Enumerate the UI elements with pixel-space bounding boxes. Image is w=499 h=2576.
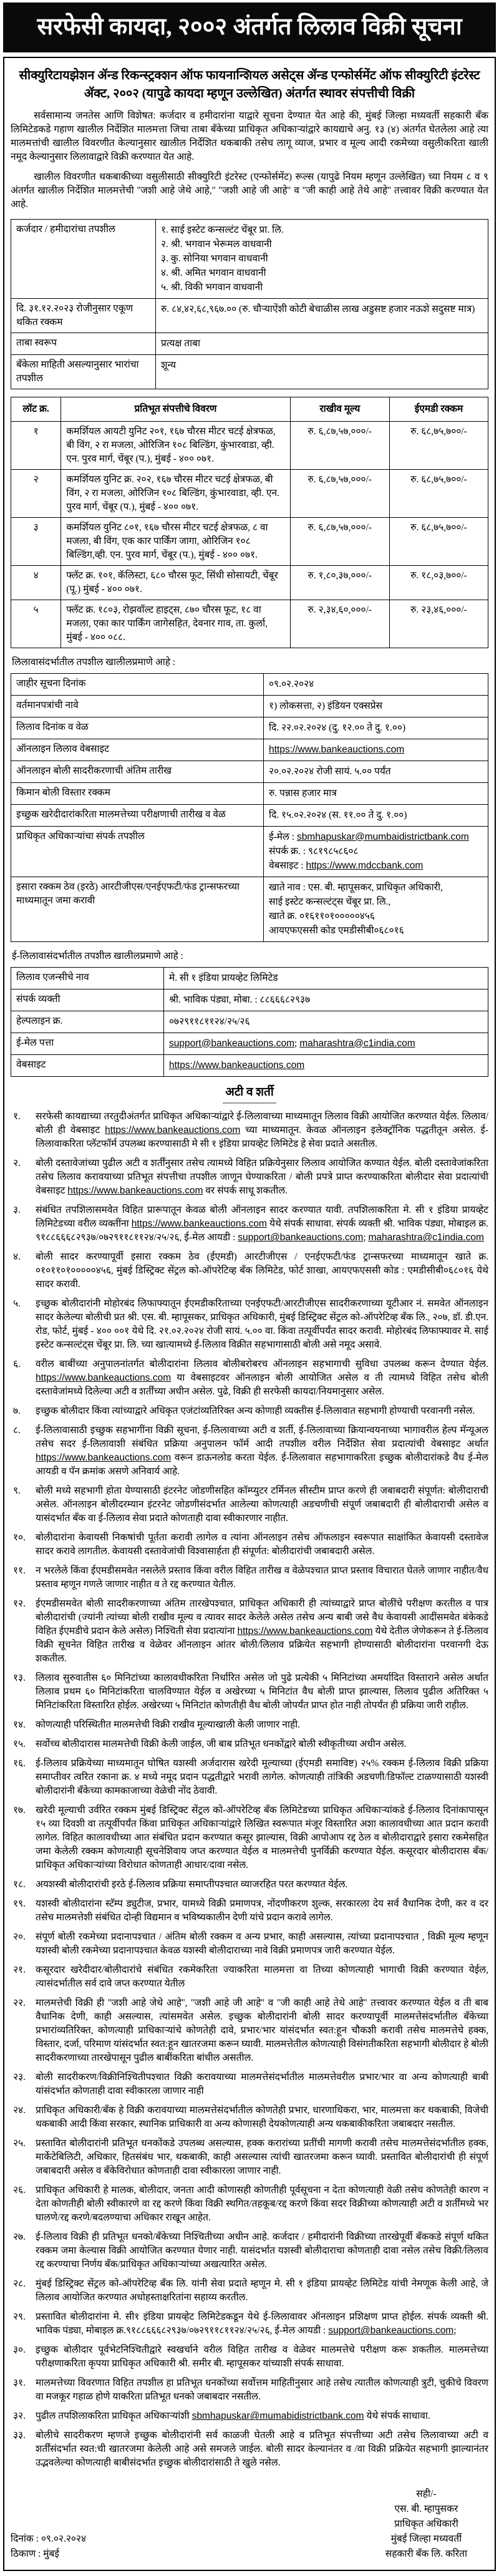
notice-banner xyxy=(3,2,496,52)
link[interactable]: support@bankeauctions.com xyxy=(328,2325,454,2336)
table-row xyxy=(11,354,488,389)
term-number: ३. xyxy=(13,1205,21,1216)
table-row xyxy=(11,782,488,804)
link[interactable]: https://www.bankeauctions.com xyxy=(269,744,405,755)
term-item xyxy=(11,1671,488,1713)
term-item xyxy=(11,1531,488,1558)
term-text: बोली सादर करण्यापूर्वी इसारा रक्कम ठेव (ईएमडी) आरटीजीएस / एनईएफटी/फंड ट्रान्सफरच्या माध्यमातून खाते क्र. ०१०११०१०००००४५६, मुंबई डिस्ट्रिक्ट सेंट्रल को-ऑपरेटिव्ह बँक लिमिटेड, फोर्ट शाखा, आयएफएससी कोड : एमडीसीबी०६८०१६ येथे सादर करावी. xyxy=(36,1252,488,1290)
term-number: १६. xyxy=(13,1758,26,1769)
term-item xyxy=(11,1484,488,1525)
value-line: रु. ८४,४२,६८,९६७.०० (रु. चौऱ्याऐंशी कोटी बेचाळीस लाख अडुसष्ट हजार नऊशे सदुसष्ट मात्र) xyxy=(161,303,475,314)
term-number: २३. xyxy=(13,2072,26,2083)
term-number: १७. xyxy=(13,1805,26,1816)
term-number: १. xyxy=(13,1111,21,1122)
term-number: ३०. xyxy=(13,2345,26,2356)
column-header: प्रतिभूत संपत्तीचे विवरण xyxy=(61,397,290,421)
link[interactable]: sbmhapuskar@mumbaidistrictbank.com xyxy=(296,831,469,842)
term-item xyxy=(11,1897,488,1925)
term-item xyxy=(11,1250,488,1291)
term-item xyxy=(11,1718,488,1732)
term-text: बोलीचे सादरीकरण म्हणजे इच्छुक बोलीदारांनी सर्व काळजी घेतली आहे व प्रतिभूत संपत्तीच्या अटी तसेच लिलावाच्या अटी व शर्तींसंदर्भात स्वत:ची खातरजमा केलेली आहे असे समजले जाईल. बोली सादर केल्यानंतर व /वा विक्री प्रक्रियेत सहभागी झाल्यानंतर उद्भवलेल्या कोणत्याही बाबीसंदर्भात इच्छुक बोलीदारांसाठी ते खुले नसेल. xyxy=(36,2430,488,2469)
value-line: प्रत्यक्ष ताबा xyxy=(161,338,201,349)
intro-paragraph-2: खालील विवरणीत थकबाकीच्या वसुलीसाठी सीक्युरिटी इंटरेस्ट (एन्फोर्समेंट) रूल्स (यापुढे नियम म्हणून उल्लेखित) च्या नियम ८ व ९ अंतर्गत खालील निर्देशित मालमत्तेची ''जशी आहे जेथे आहे,'' ''जशी आहे जी आहे'' व ''जी काही आहे तेथे आहे'' तत्त्वावर विक्री करण्यात येत आहे. xyxy=(11,171,488,210)
lot-no: ४ xyxy=(11,565,61,600)
lot-emd: रु. ६८,७५,७००/- xyxy=(390,421,488,469)
row-value xyxy=(156,354,488,389)
lot-reserve: रु. ६,८७,५७,०००/- xyxy=(290,517,389,565)
value-line: ०७२९११८११२४/२५/२६ xyxy=(169,1016,250,1027)
lot-desc: फ्लॅट क्र. १०१, कॅलिस्टा, ६८० चौरस फूट, सिंधी सोसायटी, चेंबूर (पू.) मुंबई - ४०० ०७१. xyxy=(61,565,290,600)
term-number: २. xyxy=(13,1158,21,1169)
footer-line: मुंबई जिल्हा मध्यवर्ती xyxy=(390,2534,462,2545)
term-text: खरेदी मूल्याची उर्वरित रक्कम मुंबई डिस्ट्रिक्ट सेंट्रल को-ऑपरेटिव्ह बँक लिमिटेडच्या प्राधिकृत अधिकाऱ्यांकडे ई-लिलाव दिनांकापासून १५ व्या दिवशी वा तत्पूर्वीपर्यंत किंवा प्राधिकृत अधिकाऱ्यांद्वारे लिखित स्वरूपात मंजूर विस्तारित अशा कालावधीच्या आत प्रदान करावी लागेल. विहित कालावधीच्या आत संबंधित प्रदान करण्यात कसूर झाल्यास, विक्री आपोआप रद्द ठेल व बोलीदाराद्वारे इसारा रकमेसहित जमा केलेली रक्कम कोणत्याही सूचनेशिवाय जप्त करण्यात येईल व मालमत्तेची पुनर्विक्री करण्यात येईल. कसूरदार बोलीदारास बँक/प्राधिकृत अधिकाऱ्यांच्या विरोधात कोणताही आधार/दावा नसेल. xyxy=(36,1805,488,1871)
term-item xyxy=(11,1157,488,1198)
row-label: प्राधिकृत अधिकाऱ्यांचा संपर्क तपशील xyxy=(11,826,264,877)
row-value xyxy=(164,989,488,1011)
notice-title: सरफेसी कायदा, २००२ अंतर्गत लिलाव विक्री सूचना xyxy=(37,14,462,40)
term-text: इच्छुक बोलीदार पूर्वभेटनिश्चितीद्वारे स्वखर्चाने वरील विहित तारीख व वेळेवर मालमत्तेचे परीक्षण करू शकतील. मालमत्तेच्या परीक्षणाकरिता कृपया प्राधिकृत अधिकारी श्री. समीर बी. म्हापूसकर यांच्याशी संपर्क साधावा. xyxy=(36,2345,488,2369)
term-text: संबंधित तपशिलासमवेत विहित प्रारूपातून केवळ बोली ऑनलाइन सादर करण्यात यावी. तपशिलाकरिता मे. सी १ इंडिया प्रायव्हेट लिमिटेडच्या वरील व्यक्तींना https://www.bankeauctions.com येथे संपर्क साधावा. संपर्क व्यक्ती श्री. भाविक पंड्या, मोबाइल क्र. ९१८८६६६८२९३७/०७२९११८११२४/२५/२६, ई-मेल आयडी : support@bankeauctions.com; maharashtra@c1india.com xyxy=(36,1205,488,1243)
term-number: १२. xyxy=(13,1598,26,1610)
term-item xyxy=(11,2429,488,2470)
term-item xyxy=(11,1203,488,1245)
table-row xyxy=(11,804,488,826)
term-number: २४. xyxy=(13,2105,26,2116)
table-row xyxy=(11,298,488,333)
term-number: २५. xyxy=(13,2138,26,2149)
link[interactable]: https://www.bankeauctions.com xyxy=(237,1626,373,1637)
lots-table xyxy=(11,397,488,648)
lot-reserve: रु. १,८०,३७,०००/- xyxy=(290,565,389,600)
row-value xyxy=(164,1054,488,1076)
term-number: ३२. xyxy=(13,2411,26,2422)
term-text: संपूर्ण बोली रकमेच्या प्रदानापश्चात / अंतिम बोली रक्कम व अन्य प्रभार, काही असल्यास, त्यांच्या प्रदानापश्चात , विक्री मूल्य म्हणून यशस्वी बोली रकमेच्या प्रदानापश्चात केवळ यशस्वी बोलीदाराच्या नावे विक्री प्रमाणपत्र जारी करण्यात येईल. xyxy=(36,1932,488,1956)
footer-line: सही/- xyxy=(416,2489,437,2500)
value-line: २०.०२.२०२४ रोजी सायं. ५.०० पर्यंत xyxy=(269,766,391,777)
lot-emd: रु. ६८,७५,७००/- xyxy=(390,517,488,565)
value-line: खाते नाव : एस. बी. म्हापूसकर, प्राधिकृत अधिकारी, xyxy=(269,882,443,893)
link[interactable]: https://www.mdccbank.com xyxy=(306,860,424,871)
term-number: २९. xyxy=(13,2311,26,2323)
term-text: मालमत्तेची विक्री ही ''जशी आहे जेथे आहे'', ''जशी आहे जी आहे'' व ''जी काही आहे तेथे आहे'' तत्त्वावर करण्यात येईल व ती बाब वैधानिक देणी, काही असल्यास, त्यांसमवेत असेल. इच्छुक बोलीदारांनी बोली सादर करण्यापूर्वी मालमत्तेसंदर्भातील बँकेच्या प्रभारांव्यतिरिक्त, कोणत्याही प्राधिकाऱ्यांचे कोणतेही दावे, प्रभार/भार यांसंदर्भात स्वत:हून चौकशी करावी तसेच मालमत्तेचे हक्क, विस्तार, दर्जा, परिमाण यांसंदर्भात स्वत:हून खातरजमा करून घ्यावी. मालमत्तेतील कोणत्याही विसंगतीकरिता सहभागी बोलीदार हे बोली सादरीकरणाच्या तारखेपासून पुढील बाबींकरिता बांधील असतील. xyxy=(36,1998,488,2064)
notice-footer xyxy=(11,2486,488,2562)
column-header: राखीव मूल्य xyxy=(290,397,389,421)
lot-no: ५ xyxy=(11,600,61,648)
link[interactable]: sbmhapuskar@mumabidistrictbank.com xyxy=(191,2411,364,2422)
borrower-details-table xyxy=(11,219,488,389)
row-label: इसारा रक्कम ठेव (इरठे) आरटीजीएस/एनईएफटी/फंड ट्रान्सफरच्या माध्यमातून जमा करावी xyxy=(11,877,264,941)
term-number: १३. xyxy=(13,1673,26,1684)
value-line: श्री. भाविक पंड्या, मोबा. : ८८६६६८२९३७ xyxy=(169,994,311,1005)
link[interactable]: maharashtra@c1india.com xyxy=(368,1232,484,1243)
lot-emd: रु. २३,४६,०००/- xyxy=(390,600,488,648)
link[interactable]: maharashtra@c1india.com xyxy=(299,1038,415,1049)
table-row xyxy=(11,1033,488,1054)
row-label: संपर्क व्यक्ती xyxy=(11,989,164,1011)
lot-row xyxy=(11,517,488,565)
lot-row xyxy=(11,469,488,517)
term-text: प्राधिकृत अधिकारी हे मालक, बोलीदार, जनता आदी कोणासही कोणतीही पूर्वसूचना न देता कोणत्याही वेळी तसेच कोणतेही कारण न देता कोणतीही बोली स्वीकारणे वा रद्द करणे किंवा विक्री स्थगित/तहकूब/रद्द करणे किंवा सदर विक्रीच्या कोणत्याही अटी व शर्तींमध्ये भर घालणे/रद्द करणे/बदलण्याचा अधिकार राखून आहेत. xyxy=(36,2185,488,2224)
link[interactable]: support@bankeauctions.com xyxy=(169,1038,294,1049)
lots-rows xyxy=(11,421,488,648)
terms-list xyxy=(11,1110,488,2470)
term-item xyxy=(11,1963,488,1991)
value-line: १) लोकसत्ता, २) इंडियन एक्सप्रेस xyxy=(269,700,382,711)
term-text: प्राधिकृत अधिकारी/बँक हे विक्री करावयाच्या मालमत्तेसंदर्भातील कोणतेही प्रभार, धारणाधिकरा, भार, मालमत्ता कर थकबाकी, विजेची थकबाकी आदी किंवा सरकार, स्थानिक प्राधिकारी वा अन्य कोणासही देयकोणत्याही अन्य थकबाकीकरिता जबाबदार नसतील. xyxy=(36,2105,488,2130)
table-row xyxy=(11,826,488,877)
row-label: ताबा स्वरूप xyxy=(11,333,156,354)
row-label: किमान बोली विस्तार रक्कम xyxy=(11,782,264,804)
value-line xyxy=(269,743,483,757)
eauction-details-table xyxy=(11,967,488,1077)
term-item xyxy=(11,2376,488,2404)
term-text: सर्वोच्च बोलीदारास मालमत्तेची विक्री केली जाईल, जी बाब प्रतिभूत धनकोंद्वारे बोली स्वीकृतीच्या अधीन असेल. xyxy=(36,1739,407,1750)
value-line: वेबसाइट : https://www.mdccbank.com xyxy=(269,860,424,871)
table-row xyxy=(11,967,488,989)
term-text: बोली दस्तावेजांच्या पुढील अटी व शर्तींनुसार तसेच त्यामध्ये विहित प्रक्रियेनुसार लिलाव आयोजित कण्यात येईल. बोली दस्तावेजांकरिता तसेच लिलाव करावयाच्या प्रतिभूत संपत्तीचा तपशील जाणून घेण्याकरिता / बोली प्रपत्रे प्राप्त करण्याकरिता बोलीदार सेवा प्रदात्यांची वेबसाइट https://www.bankeauctions.com वर संपर्क साधू शकतील. xyxy=(36,1158,488,1197)
term-item xyxy=(11,1738,488,1751)
term-number: ९. xyxy=(13,1485,21,1497)
row-value xyxy=(264,782,488,804)
term-text: सरफेसी कायद्याच्या तरतुदीअंतर्गत प्राधिकृत अधिकाऱ्यांद्वारे ई-लिलावाच्या माध्यमातून लिलाव विक्री आयोजित करण्यात येईल. लिलाव/बोली ही वेबसाइट https://www.bankeauctions.com च्या माध्यमातून. केवळ ऑनलाइन इलेक्ट्रॉनिक पद्धतीतून असेल. ई-लिलावाकरिता प्लॅटफॉर्म उपलब्ध करण्यासाठी मे सी १ इंडिया प्रायव्हेट लिमिटेड हे सेवा प्रदाते असतील. xyxy=(36,1111,488,1150)
eauction-rows xyxy=(11,967,488,1076)
term-number: २२. xyxy=(13,1998,26,2009)
lot-no: ३ xyxy=(11,517,61,565)
link[interactable]: https://www.bankeauctions.com xyxy=(169,1059,305,1071)
term-text: लिलाव सुरुवातीस ६० मिनिटांच्या कालावधीकरिता निर्धारित असेल जो पुढे प्रत्येकी ५ मिनिटांच्या अमर्यादित विस्ताराने असेल अर्थात लिलाव प्रथम ६० मिनिटांकरिता चालविण्यात येईल व अखेरच्या ५ मिनिटांत वैध बोली प्राप्त झाल्यास, लिलाव पुढील अतिरिक्त ५ मिनिटांकरिता विस्तारित होईल. अखेरच्या ५ मिनिटांत कोणतीही वैध बोली जोपर्यंत प्राप्त होत नाही तोपर्यंत ही प्रक्रिया जारी राहील. xyxy=(36,1673,488,1711)
row-value xyxy=(156,298,488,333)
lot-reserve: रु. ६,८७,५७,०००/- xyxy=(290,469,389,517)
footer-line: दिनांक : ०९.०२.२०२४ xyxy=(11,2534,87,2545)
term-number: ३१. xyxy=(13,2378,26,2389)
footer-line: एस. बी. म्हापुसकर xyxy=(394,2504,458,2515)
row-value xyxy=(264,673,488,695)
term-text: बोली सादरीकरण/विक्रीनिश्चितीपश्चात विक्री करावयाच्या मालमत्तेसंदर्भातील मालमत्तेवरील प्रभार/भार वा अन्य कोणत्याही बाबी यांसंदर्भात कोणताही दावा स्वीकारला जाणार नाही xyxy=(36,2072,488,2097)
term-text: कोणत्याही परिस्थितीत मालमत्तेची विक्री राखीव मूल्याखाली केली जाणार नाही. xyxy=(36,1719,300,1731)
link[interactable]: https://www.bankeauctions.com xyxy=(67,1185,203,1197)
table-row xyxy=(11,717,488,739)
term-text: बोली मध्ये सहभागी होता येण्यासाठी इंटरनेट जोडणीसहित कॉम्प्युटर टर्मिनल सीस्टीम प्राप्त करणे ही जबाबदारी संपूर्णत: बोलीदाराची असेल. ऑनलाइन बोलीदरम्यान इंटरनेट जोडणीसंदर्भात आलेल्या कोणत्याही अडचणीची संपूर्ण जबाबदारी ही बोलीदाराची असेल व यासंदर्भात बँक वा ई-लिलाव सेवा प्रदाते कोणताही दावा स्वीकारणार नाहीत. xyxy=(36,1485,488,1524)
table-row xyxy=(11,989,488,1011)
value-line: ५. श्री. विकी भगवान वाधवानी xyxy=(161,281,263,293)
auction-details-table xyxy=(11,673,488,942)
term-item xyxy=(11,1804,488,1872)
row-value xyxy=(156,333,488,354)
terms-heading: अटी व शर्ती xyxy=(11,1084,488,1104)
table-row xyxy=(11,1011,488,1033)
value-line: ३. कु. सोनिया भगवान वाधवानी xyxy=(161,253,268,264)
term-number: २०. xyxy=(13,1932,26,1943)
footer-signature-block xyxy=(385,2486,488,2562)
term-item xyxy=(11,2230,488,2272)
term-text: पुढील तपशिलाकरिता प्राधिकृत अधिकाऱ्यांशी sbmhapuskar@mumabidistrictbank.com येथे संपर्क साधावा. xyxy=(36,2411,430,2422)
row-label: कर्जदार / हमीदारांचा तपशील xyxy=(11,219,156,298)
term-item xyxy=(11,2071,488,2098)
lot-emd: रु. १८,०३,७००/- xyxy=(390,565,488,600)
link[interactable]: https://www.bankeauctions.com xyxy=(105,1125,241,1136)
lot-desc: कमर्शियल युनिट ८०१, १६७ चौरस मीटर चटई क्षेत्रफळ, ८ वा मजला, बी विंग, एक कार पार्किंग जागा, ओरिजिन १०८ बिल्डिंग,व्ही. एन. पुरव मार्ग, चेंबूर (प.), मुंबई - ४०० ०७१. xyxy=(61,517,290,565)
term-item xyxy=(11,1110,488,1151)
lot-emd: रु. ६८,७५,७००/- xyxy=(390,469,488,517)
term-text: अयशस्वी बोलीदारांची इरठे ई-लिलाव प्रक्रिया समाप्तीपश्चात व्याजरहित परत करण्यात येईल. xyxy=(36,1879,348,1890)
value-line: ई-मेल : sbmhapuskar@mumbaidistrictbank.com xyxy=(269,831,469,842)
term-number: ८. xyxy=(13,1425,21,1436)
lot-no: १ xyxy=(11,421,61,469)
value-line: दि. २२.०२.२०२४ (दु. १२.०० ते दु. १.००) xyxy=(269,722,406,733)
auction-section-heading: लिलावासंदर्भातील तपशील खालीलप्रमाणे आहे : xyxy=(12,656,176,668)
term-text: न भरलेले किंवा ईएमडीसमवेत नसलेले प्रस्ताव किंवा वरील विहित तारीख व वेळेपश्चात प्राप्त प्रस्ताव विचारात घेतले जाणार नाहीत/वैध प्रस्ताव म्हणून गणले जाणार नाहीत व ते रद्द करण्यात येतील. xyxy=(36,1565,488,1590)
eauction-section-heading: ई-लिलावासंदर्भातील तपशील खालीलप्रमाणे आहे : xyxy=(12,950,183,961)
term-item xyxy=(11,1878,488,1892)
table-row xyxy=(11,219,488,298)
term-text: बोलीदारांना केवायसी निकषांची पूर्तता करावी लागेल व त्यांना ऑनलाइन तसेच ऑफलाइन स्वरूपात साक्षांकित केवायसी दस्तावेज सादर करावे लागतील. केवायसी दस्तावेजांची विश्वासार्हता ही संपूर्णत: बोलीदारांची जबाबदारी असेल. xyxy=(36,1532,488,1557)
act-subtitle: सीक्युरिटायझेशन ॲन्ड रिकन्स्ट्रक्शन ऑफ फायनान्शियल असेट्स ॲन्ड एन्फोर्समेंट ऑफ सीक्युरिटी इंटरेस्ट ॲक्ट, २००२ (यापुढे कायदा म्हणून उल्लेखित) अंतर्गत स्थावर संपत्तीची विक्री xyxy=(19,68,480,100)
term-item xyxy=(11,1358,488,1399)
row-label: लिलाव दिनांक व वेळ xyxy=(11,717,264,739)
term-item xyxy=(11,2137,488,2178)
term-number: २८. xyxy=(13,2278,26,2290)
term-number: १९. xyxy=(13,1898,26,1910)
row-label: ऑनलाइन बोली सादरीकरणाची अंतिम तारीख xyxy=(11,761,264,782)
row-value xyxy=(164,967,488,989)
footer-line: प्राधिकृत अधिकारी xyxy=(394,2519,458,2530)
borrower-rows xyxy=(11,219,488,389)
table-row xyxy=(11,739,488,761)
table-row xyxy=(11,761,488,782)
term-item xyxy=(11,2343,488,2371)
lot-row xyxy=(11,421,488,469)
term-text: यशस्वी बोलीदारांना स्टॅम्प ड्युटीज, प्रभार, यामध्ये विक्री प्रमाणपत्र, नोंदणीकरण शुल्क, सरकारला देय सर्व वैधानिक देणी, कर व दर तसेच मालमत्तेशी संबंधित दोन्ही विद्यमान व भविष्यकालीन देणी यांचे प्रदान करावे लागेल. xyxy=(36,1898,488,1923)
row-label: ऑनलाइन लिलाव वेबसाइट xyxy=(11,739,264,761)
term-text: ई-लिलावासाठी इच्छुक सहभागींना विक्री सूचना, ई-लिलावाच्या अटी व शर्ती, ई-लिलावाच्या क्रियान्वयनाच्या भागावरील हेल्प मॅन्यूअल तसेच सदर ई-लिलावाशी संबंधित प्रक्रिया अनुपालन फॉर्म आदी तपशील वरील निर्देशित सेवा प्रदात्यांची वेबसाइट अर्थात https://www.bankeauctions.com वरून डाऊनलोड करता येईल. ई-लिलावात सहभागाकरिता इच्छुक बोलीदारांकडे वैध ई-मेल आयडी व पॅन क्रमांक असणे अनिवार्य आहे. xyxy=(36,1425,488,1477)
term-item xyxy=(11,1996,488,2065)
value-line: आयएफएससी कोड एमडीसीबी०६८०१६ xyxy=(269,925,404,936)
term-number: ४. xyxy=(13,1252,21,1263)
term-item xyxy=(11,1297,488,1352)
lot-desc: फ्लॅट क्र. १८०३, रोझवॉल्ट हाइट्स, ८७० चौरस फूट, १८ वा मजला, एका कार पार्किंग जागेसहित, देवनार गाव, ता. कुर्ला, मुंबई - ४०० ०८८. xyxy=(61,600,290,648)
lot-desc: कमर्शियल युनिट क्र. २०२, १६७ चौरस मीटर चटई क्षेत्रफळ, बी विंग, २ रा मजला, ओरिजिन १०८ बिल्डिंग, कुंभारवाडा, व्ही. एन. पुरव मार्ग, चेंबूर (प.), मुंबई - ४०० ०७१. xyxy=(61,469,290,517)
term-number: २१. xyxy=(13,1965,26,1976)
term-text: वरील बाबींच्या अनुपालनांतर्गत बोलीदारांना लिलाव बोलीबरोबरच ऑनलाइन सहभागाची सुविधा उपलब्ध करून देण्यात येईल. https://www.bankeauctions.com या वेबसाइटवर ऑनलाइन बोली आयोजित असेल व ती त्यामध्ये विहित तसेच बोली दस्तावेजांमध्ये दिलेल्या अटी व शर्तींच्या अधीन असेल. पुढे, विक्री ही सरफेसी कायदा/नियमानुसार असेल. xyxy=(36,1359,488,1397)
table-row xyxy=(11,1054,488,1076)
column-header: लॉट क्र. xyxy=(11,397,61,421)
value-line: २. श्री. भगवान भेरूमल वाधवानी xyxy=(161,238,272,250)
term-number: २७. xyxy=(13,2232,26,2243)
term-text: प्रस्तावित बोलीदारांना मे. सी१ इंडिया प्रायव्हेट लिमिटेडकडून येथे ई-लिलावावर ऑनलाइन प्रशिक्षण प्राप्त होईल. संपर्क व्यक्ती श्री. भाविक पंड्या, मोबाइल क्र.९१८८६६६८२९३७/०७२९११८११२४/२५/२६, ई-मेल आयडी : support@bankeauctions.com; xyxy=(36,2311,488,2336)
row-label: बँकेला माहिती असल्यानुसार भारांचा तपशील xyxy=(11,354,156,389)
row-label: जाहीर सूचना दिनांक xyxy=(11,673,264,695)
term-text: कसूरदार खरेदीदार/बोलीदारांचे संबंधित रकमेकरिता ज्याकरिता मालमत्ता वा तिच्या कोणत्याही भागाची विक्री करण्यात येईल, त्यासंदर्भातील सर्व दावे जप्त करण्यात येतील xyxy=(36,1965,488,1990)
term-text: इच्छुक बोलीदारांनी मोहोरबंद लिफाफ्यातून ईएमडीकरिताच्या एनईएफटी/आरटीजीएस सादरीकरणाच्या यूटीआर नं. समवेत ऑनलाइन सादर केलेल्या बोलीची प्रत श्री. एस. बी. म्हापूसकर, प्राधिकृत अधिकारी, मुंबई डिस्ट्रिक्ट सेंट्रल को-ऑपरेटिव्ह बँक लि., २०७, डॉ. डी.एन. रोड, फोर्ट, मुंबई - ४०० ००१ येथे दि. २१.०२.२०२४ रोजी सायं. ५.०० वा. किंवा तत्पूर्वीपर्यंत सादर करावी. मोहोरबंद लिफाफ्यावर मे. साई इस्टेट कन्सल्टंट्स चेंबूर प्रा. लि. च्या खात्यामध्ये ई-लिलाव विक्रीत सहभागासाठी बोली असे नमूद असावे. xyxy=(36,1298,488,1351)
footer-line: सहकारी बँक लि. करिता xyxy=(385,2549,467,2560)
value-line: संपर्क क्र. : ९८१९८५८६०८ xyxy=(269,845,359,857)
row-value xyxy=(264,717,488,739)
term-number: २६. xyxy=(13,2185,26,2196)
row-value xyxy=(164,1033,488,1054)
link[interactable]: support@bankeauctions.com xyxy=(238,1232,364,1243)
row-label: लिलाव एजन्सीचे नाव xyxy=(11,967,164,989)
link[interactable]: https://www.bankeauctions.com xyxy=(36,1373,172,1384)
term-number: १०. xyxy=(13,1532,26,1543)
footer-line: ठिकाण : मुंबई xyxy=(11,2549,59,2560)
value-line: खाते क्र. ०१६११०१०००००४५६ xyxy=(269,910,375,921)
term-item xyxy=(11,2409,488,2423)
link[interactable]: https://www.bankeauctions.com xyxy=(131,1218,267,1230)
lots-header-row xyxy=(11,397,488,421)
value-line xyxy=(169,1059,483,1072)
row-value xyxy=(264,739,488,761)
term-text: प्रस्तावित बोलीदारांनी प्रतिभूत धनकोंकडे उपलब्ध असल्यास, हक्क करारांच्या प्रतींची मागणी करावी तसेच मालमत्तेसंदर्भातील हक्क, मार्केटेबिलिटी, अधिकार, हितसंबंध भार, थकबाकी, काही असल्यास त्यांची खातरजमा करून घ्यावी. प्रस्तावित बोलीदारांची ही संपूर्ण जबाबदारी असेल व बँकेविरोधात कोणताही दावा स्वीकारला जाणार नाही. xyxy=(36,2138,488,2177)
value-line: साई इस्टेट कन्सल्टंट्स चेंबूर प्रा. लि., xyxy=(269,896,391,907)
intro-paragraph-1: सर्वसामान्य जनतेस आणि विशेषत: कर्जदार व हमीदारांना याद्वारे सूचना देण्यात येत आहे की, मुंबई जिल्हा मध्यवर्ती सहकारी बँक लिमिटेडकडे गहाण खालील निर्देशित मालमत्ता जिचा ताबा बँकेच्या प्राधिकृत अधिकाऱ्यांद्वारे कायद्याचे अनु. १३ (४) अंतर्गत घेतलेला आहे त्या मालमत्तांची खालील विवरणीत केल्यानुसार खालील निर्देशित थकबाकी तसेच लागू व्याज, प्रभार व मूल्य आदी रकमेच्या वसुलीकरिता खाली नमूद केल्यानुसार लिलावाद्वारे विक्री करण्यात येत आहे. xyxy=(11,110,488,162)
value-line: support@bankeauctions.com; maharashtra@c1india.com xyxy=(169,1038,415,1049)
row-value xyxy=(156,219,488,298)
term-item xyxy=(11,1564,488,1592)
value-line: रु. पन्नास हजार मात्र xyxy=(269,787,337,799)
term-item xyxy=(11,1930,488,1958)
table-row xyxy=(11,673,488,695)
row-label: हेल्पलाइन क्र. xyxy=(11,1011,164,1033)
term-number: ३३. xyxy=(13,2430,26,2441)
lot-desc: कमर्शियल आयटी युनिट २०१, १६७ चौरस मीटर चटई क्षेत्रफळ, बी विंग, २ रा मजला, ओरिजिन १०८ बिल्डिंग, कुंभारवाडा, व्ही. एन. पुरव मार्ग, चेंबूर (प.), मुंबई - ४०० ०७१. xyxy=(61,421,290,469)
value-line: दि. १५.०२.२०२४ (स. ११.०० ते दु. १.००) xyxy=(269,809,407,820)
table-row xyxy=(11,333,488,354)
row-value xyxy=(264,761,488,782)
row-label: वेबसाइट xyxy=(11,1054,164,1076)
term-text: मुंबई डिस्ट्रिक्ट सेंट्रल को-ऑपरेटिव्ह बँक लि. यांनी सेवा प्रदाते म्हणून मे. सी १ इंडिया प्रायव्हेट लिमिटेड यांची नेमणूक केली आहे, जे लिलाव आयोजित करण्यात अधोहस्ताक्षरितांना सहाय्य करतील. xyxy=(36,2278,488,2303)
row-value xyxy=(264,877,488,941)
value-line: ४. श्री. अमित भगवान वाधवानी xyxy=(161,267,266,278)
term-item xyxy=(11,2184,488,2225)
footer-date-place xyxy=(11,2531,86,2562)
term-item xyxy=(11,1404,488,1418)
term-item xyxy=(11,2277,488,2305)
term-item xyxy=(11,2104,488,2131)
term-text: इच्छुक बोलीदार किंवा त्यांच्याद्वारे अधिकृत एजंटांव्यतिरिक्त अन्य कोणाही व्यक्तीस ई-लिलावात सहभागी होण्याची परवानगी नसेल. xyxy=(36,1406,475,1417)
lot-reserve: रु. २,३४,६०,०००/- xyxy=(290,600,389,648)
term-item xyxy=(11,1757,488,1798)
term-number: १८. xyxy=(13,1879,26,1890)
table-row xyxy=(11,695,488,717)
term-number: ५. xyxy=(13,1298,21,1310)
value-line: मे. सी १ इंडिया प्रायव्हेट लिमिटेड xyxy=(169,972,278,983)
row-value xyxy=(264,804,488,826)
term-text: ई-लिलाव विक्री ही प्रतिभूत धनको/बँकेच्या निश्चितीच्या अधीन आहे. कर्जदार / हमीदारांनी विक्रीच्या तारखेपूर्वी बँककडे संपूर्ण थकित रक्कम जमा केल्यास विक्री आयोजित करण्यात येणार नाही. यासंदर्भात यशस्वी बोलीदाराचा कोणताही दावा नसेल तसेच विक्री/लिलाव रद्द करण्याचा निर्णय बँक/प्राधिकृत अधिकाऱ्यांच्या अखत्यारित असेल. xyxy=(36,2232,488,2270)
term-number: १४. xyxy=(13,1719,26,1731)
term-item xyxy=(11,2310,488,2338)
auction-rows xyxy=(11,673,488,941)
row-label: ई-मेल पत्ता xyxy=(11,1033,164,1054)
lot-row xyxy=(11,565,488,600)
value-line: शून्य xyxy=(161,359,176,371)
term-item xyxy=(11,1597,488,1666)
value-line: ०९.०२.२०२४ xyxy=(269,678,314,689)
row-value xyxy=(264,826,488,877)
term-item xyxy=(11,1424,488,1479)
column-header: ईएमडी रक्कम xyxy=(390,397,488,421)
term-text: मालमत्तेच्या विवरणात विहित तपशील हा प्रतिभूत धनकोंच्या सर्वोत्तम माहितीनुसार आहे तसेच त्यातील कोणत्याही त्रुटी, चुकीचे विवरण वा मजकूर गहाळ होणे याकरिता प्रतिभूत धनको जबाबदार नसतील. xyxy=(36,2378,488,2403)
row-value xyxy=(164,1011,488,1033)
notice-body xyxy=(3,57,496,2572)
term-number: ११. xyxy=(13,1565,26,1577)
row-label: दि. ३१.१२.२०२३ रोजीनुसार एकूण थकित रक्कम xyxy=(11,298,156,333)
lot-row xyxy=(11,600,488,648)
row-label: इच्छुक खरेदीदारांकरिता मालमत्तेच्या परीक्षणाची तारीख व वेळ xyxy=(11,804,264,826)
term-text: ईएमडीसमवेत बोली सादरीकरणाच्या अंतिम तारखेपश्चात, प्राधिकृत अधिकारी ही त्यांच्याद्वारे प्राप्त बोलींचे परीक्षण करतील व पात्र बोलीदारांची (ज्यांनी त्यांच्या बोली राखीव मूल्य व त्यावर सादर केलेले असेल तसेच अन्य बाबी जसे वैध केवायसी आदींसमवेत बंकेकडे विहित ईएमडीचे प्रदान केले असेल) निश्चिती सेवा प्रदात्यांना https://www.bankeauctions.com येथे देतील जेणेकरून ते ई-लिलाव विक्री सूचनेत विहित तारीख व वेळेवर ऑनलाइन आंतर बोली/लिलाव प्रक्रियेत सहभागी होण्यासाठी बोलीदारांना परवानगी देऊ शकतील. xyxy=(36,1598,488,1665)
link[interactable]: https://www.bankeauctions.com xyxy=(36,1452,172,1464)
value-line: १. साई इस्टेट कन्सल्टंट चेंबूर प्रा. लि. xyxy=(161,224,284,235)
term-number: १५. xyxy=(13,1739,26,1750)
term-number: ६. xyxy=(13,1359,21,1370)
term-number: ७. xyxy=(13,1406,21,1417)
row-label: वर्तमानपत्रांची नावे xyxy=(11,695,264,717)
lot-reserve: रु. ६,८७,५७,०००/- xyxy=(290,421,389,469)
row-value xyxy=(264,695,488,717)
term-text: ई-लिलाव प्रक्रियेच्या माध्यमातून घोषित यशस्वी अर्जदारास खरेदी मूल्याच्या (ईएमडी समाविष्ट) २५% रक्कम ई-लिलाव विक्री प्रक्रिया समाप्तीवर त्वरित रकाना क्र. ४ मध्ये नमूद प्रदान पद्धतीद्वारे भरावी लागेल. कोणत्याही तांत्रिकी अडचणी/डिफॉल्ट टाळण्यासाठी यशस्वी बोलीदारांनी बँकेच्या कामकाजाच्या वेळेची नोंद ठेवावी. xyxy=(36,1758,488,1797)
table-row xyxy=(11,877,488,941)
lot-no: २ xyxy=(11,469,61,517)
